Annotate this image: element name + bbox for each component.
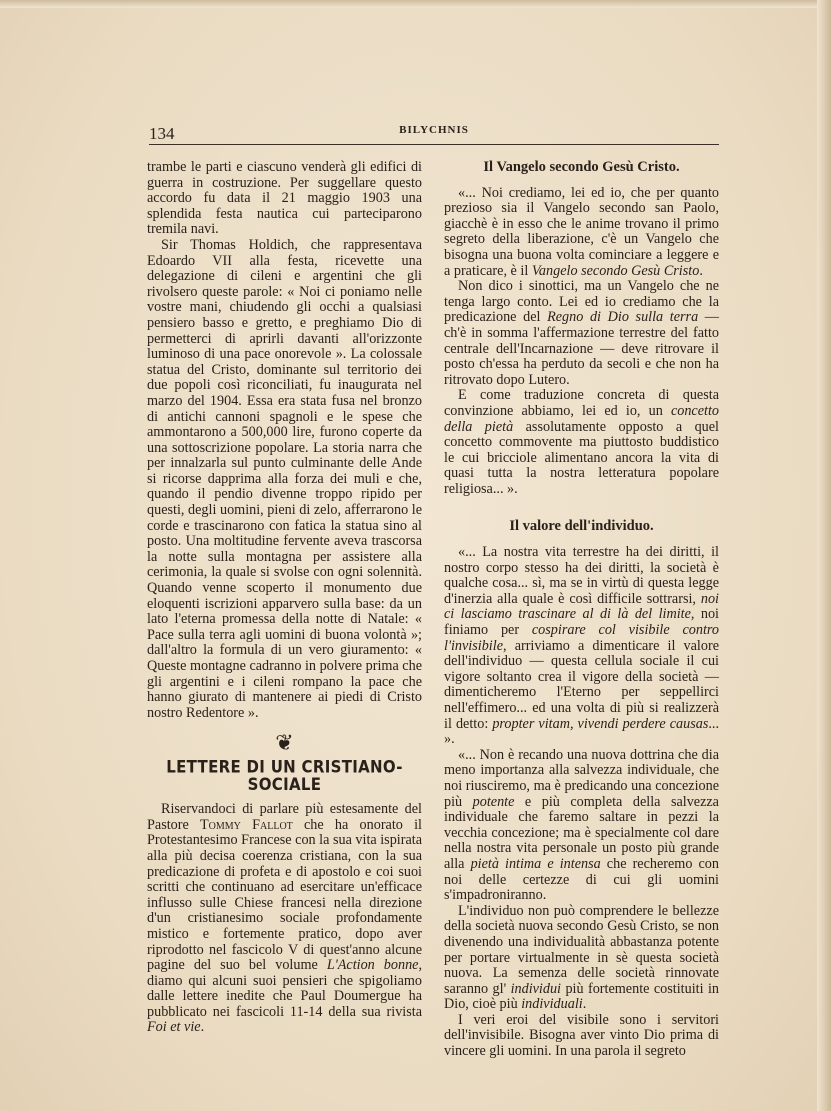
- article-intro-paragraph: Riservandoci di parlare più estesamente del Pastore Tommy Fallot che ha onorato il Protestantesimo Francese con la sua vita ispirata alla più decisa coerenza cristiana, con la sua predicazione di profeta e di apostolo e coi suoi scritti che continuano ad esercitare un'efficace influsso sulle Chiese francesi nella direzione d'un cristianesimo sociale profondamente mistico e fortemente pratico, dopo aver riprodotto nel fascicolo V di quest'anno alcune pagine del suo bel volume L'Action bonne, diamo qui alcuni suoi pensieri che spigoliamo dalle lettere inedite che Paul Doumergue ha pubblicato nei fascicoli 11-14 della sua rivista Foi et vie.: [147, 801, 423, 1036]
- header-rule: [149, 144, 719, 145]
- author-name: Tommy Fallot: [200, 816, 293, 833]
- left-column: [147, 160, 422, 1036]
- paragraph: «... La nostra vita terrestre ha dei diritti, il nostro corpo stesso ha dei diritti, la società è qualche cosa... sì, ma se in virtù di questa legge d'inerzia alla quale è così difficile sottrarsi, noi ci lasciamo trascinare al di là del limite, noi finiamo per cospirare col visibile contro l'invisibile, arriviamo a dimenticare il valore dell'individuo — questa cellula sociale il cui vigore soltanto crea il vigore della società — dimenticheremo l'Eterno per seppellirci nell'effimero... ed una volta di più si realizzerà il detto: propter vitam, vivendi perdere causas... ».: [444, 544, 719, 748]
- right-column: [444, 160, 719, 1060]
- paragraph: Sir Thomas Holdich, che rappresentava Edoardo VII alla festa, ricevette una delegazione di cileni e argentini che gli rivolsero queste parole: « Noi ci poniamo nelle vostre mani, chiudendo gli occhi a qualsiasi pensiero basso e gretto, e preghiamo Dio di permetterci di aprirli davanti all'orizzonte luminoso di una pace onorevole ». La colossale statua del Cristo, dominante sul territorio dei due popoli così riconciliati, fu inaugurata nel marzo del 1904. Essa era stata fusa nel bronzo di antichi cannoni spagnoli e le spese che ammontarono a 500,000 lire, furono coperte da una sottoscrizione popolare. La storia narra che per innalzarla sul punto culminante delle Ande si ricorse dapprima alla forza dei muli e che, quando il pendio divenne troppo ripido per questi, degli uomini, pieni di zelo, afferrarono le corde e trascinarono con fatica la statua sino al posto. Una moltitudine fervente aveva trascorsa la notte sulla montagna per assistere alla cerimonia, la quale si svolse con ogni solennità. Quando venne scoperto il monumento due eloquenti iscrizioni apparvero sulla base: da un lato l'eterna promessa della notte di Natale: « Pace sulla terra agli uomini di buona volontà »; dall'altro la formula di un vero giuramento: « Queste montagne cadranno in polvere prima che gli argentini e i cileni rompano la pace che hanno giurato di mantenere ai piedi di Cristo nostro Redentore ».: [147, 236, 422, 721]
- page-right-edge: [817, 0, 831, 1111]
- section-heading: Il valore dell'individuo.: [509, 518, 654, 535]
- page-number: 134: [149, 124, 175, 143]
- running-header: [149, 122, 719, 142]
- paragraph: trambe le parti e ciascuno venderà gli edifici di guerra in costruzione. Per suggellare questo accordo fu data il 21 maggio 1903 una splendida festa nautica cui parteciparono tremila navi.: [147, 159, 422, 238]
- section-heading: Il Vangelo secondo Gesù Cristo.: [483, 159, 680, 175]
- page-top-edge: [0, 0, 831, 8]
- running-title: BILYCHNIS: [399, 124, 469, 136]
- paragraph: E come traduzione concreta di questa convinzione abbiamo, lei ed io, un concetto della pietà assolutamente opposto a quel concetto commovente ma piuttosto buddistico le cui bricciole alimentano ancora la vita di quasi tutta la nostra letteratura popolare religiosa... ».: [444, 387, 719, 497]
- paragraph: «... Noi crediamo, lei ed io, che per quanto prezioso sia il Vangelo secondo san Paolo, giacchè è in esso che le anime trovano il primo segreto della liberazione, c'è un Vangelo che bisogna una buona volta cominciare a leggere e a praticare, è il Vangelo secondo Gesù Cristo.: [444, 184, 719, 279]
- article-title: LETTERE DI UN CRISTIANO-SOCIALE: [166, 757, 403, 795]
- paragraph: «... Non è recando una nuova dottrina che dia meno importanza alla salvezza individuale, che noi riusciremo, ma è predicando una concezione più potente e più completa della salvezza individuale che faremo saltare in pezzi la vecchia concezione; ma è specialmente col dare nella nostra vita personale un posto più grande alla pietà intima e intensa che recheremo con noi delle certezze di cui gli uomini s'impadroniranno.: [444, 746, 719, 904]
- paragraph: L'individuo non può comprendere le bellezze della società nuova secondo Gesù Cristo, se non divenendo una individualità abbastanza potente per portare virtualmente in sè questa società nuova. La semenza delle società rinnovate saranno gl' individui più fortemente costituiti in Dio, cioè più individuali.: [444, 902, 719, 1013]
- journal-title: Foi et vie: [147, 1019, 201, 1036]
- paragraph: Non dico i sinottici, ma un Vangelo che ne tenga largo conto. Lei ed io crediamo che la predicazione del Regno di Dio sulla terra — ch'è in somma l'affermazione terrestre del fatto centrale dell'Incarnazione — deve ritrovare il posto ch'essa ha perduto da secoli e che non ha ritrovato dopo Lutero.: [444, 278, 719, 388]
- book-title: L'Action bonne: [326, 957, 419, 974]
- paragraph: I veri eroi del visibile sono i servitori dell'invisibile. Bisogna aver vinto Dio prima di vincere gli uomini. In una parola il segreto: [444, 1011, 719, 1060]
- leaf-ornament-icon: ❦: [275, 730, 294, 756]
